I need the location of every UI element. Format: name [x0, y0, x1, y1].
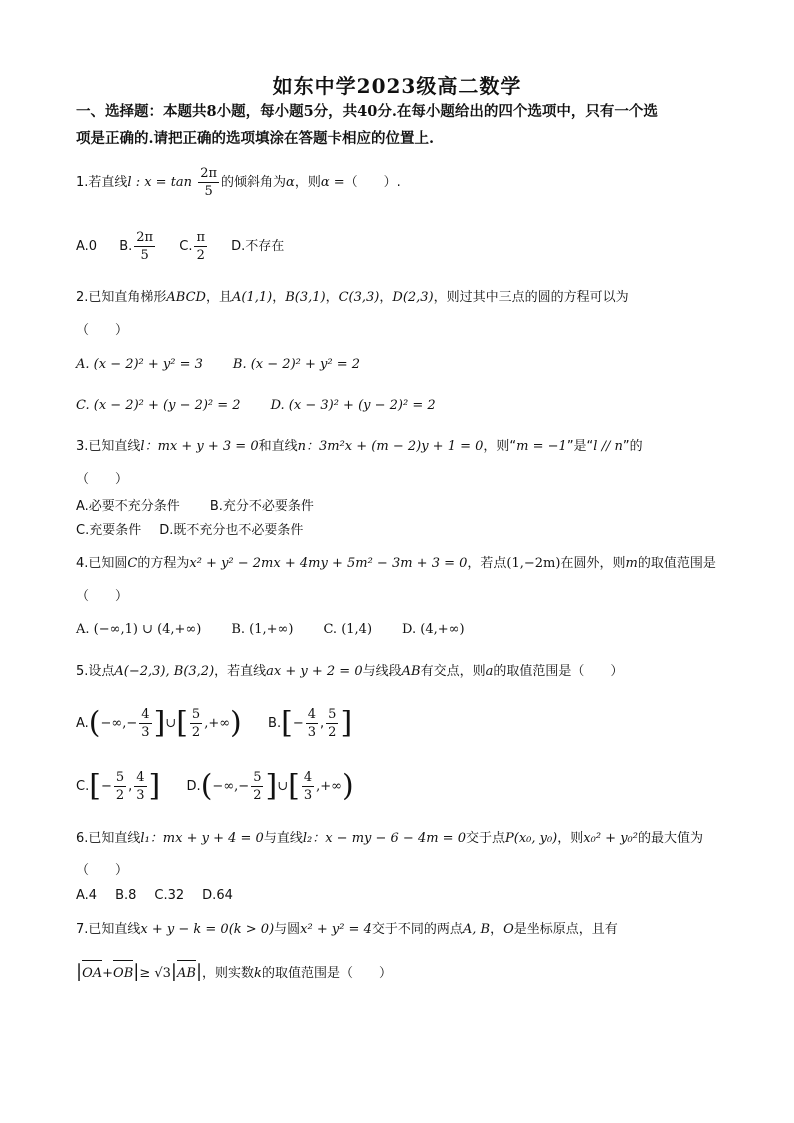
- option-d[interactable]: D.64: [202, 888, 233, 903]
- fraction-2pi-over-5: $\frac{2\pi}{5}$: [200, 166, 218, 199]
- question-3-options-ab: [76, 497, 314, 517]
- question-7: 7.已知直线x + y − k = 0(k > 0)与圆x² + y² = 4交于不同的两点A, B，O是坐标原点，且有: [76, 922, 618, 937]
- question-4-blank: （ ）: [76, 589, 129, 604]
- section-line-1: 一、选择题：本题共8小题，每小题5分，共40分.在每小题给出的四个选项中，只有一个选: [76, 103, 658, 120]
- option-a[interactable]: A.4: [76, 888, 98, 903]
- question-2: 2.已知直角梯形ABCD，且A(1,1)，B(3,1)，C(3,3)，D(2,3)，则过其中三点的圆的方程可以为: [76, 290, 629, 305]
- option-c[interactable]: C. (x − 2)² + (y − 2)² = 2: [76, 398, 241, 413]
- question-6-blank: （ ）: [76, 863, 129, 878]
- option-d[interactable]: D. (4,+∞): [402, 622, 465, 637]
- question-7-condition: |OA+OB|≥ √3|AB|，则实数k的取值范围是（ ）: [76, 960, 392, 986]
- option-c[interactable]: C. $\frac{\pi}{2}$: [179, 230, 206, 263]
- option-a[interactable]: A. (x − 2)² + y² = 3: [76, 357, 203, 372]
- option-d[interactable]: D. (x − 3)² + (y − 2)² = 2: [270, 398, 436, 413]
- section-line-2: 项是正确的.请把正确的选项填涂在答题卡相应的位置上.: [76, 130, 435, 147]
- option-a[interactable]: A.0: [76, 239, 98, 254]
- question-1: 1.若直线l : x = tan $\frac{2\pi}{5}$ 的倾斜角为α，则α =（ ）.: [76, 166, 401, 199]
- question-3: 3.已知直线l：mx + y + 3 = 0和直线n：3m²x + (m − 2)y + 1 = 0，则“m = −1”是“l // n”的: [76, 439, 643, 454]
- section-heading: [76, 98, 726, 152]
- question-3-options-cd: [76, 521, 303, 541]
- option-b[interactable]: B.8: [115, 888, 137, 903]
- option-b[interactable]: B. (x − 2)² + y² = 2: [232, 357, 360, 372]
- question-6-options: [76, 886, 233, 906]
- question-2-options-ab: [76, 355, 360, 375]
- question-3-blank: （ ）: [76, 472, 129, 487]
- option-c[interactable]: C. (1,4): [323, 622, 373, 637]
- question-2-options-cd: [76, 396, 436, 416]
- page-title: 如东中学2023级高二数学: [272, 74, 522, 98]
- option-a[interactable]: A.(−∞,− $\frac{4}{3}$ ]∪[ $\frac{5}{2}$ ,+∞): [76, 705, 242, 741]
- option-b[interactable]: B. (1,+∞): [231, 622, 294, 637]
- option-d[interactable]: D.(−∞,− $\frac{5}{2}$ ]∪[ $\frac{4}{3}$ ,+∞): [186, 768, 354, 804]
- option-c[interactable]: C.充要条件: [76, 523, 142, 538]
- option-b[interactable]: B. $\frac{2\pi}{5}$: [119, 230, 154, 263]
- question-2-blank: （ ）: [76, 323, 129, 338]
- option-c[interactable]: C.[− $\frac{5}{2}$ , $\frac{4}{3}$ ]: [76, 768, 161, 804]
- question-5-options-cd: [76, 765, 354, 809]
- option-d[interactable]: D.不存在: [231, 239, 285, 254]
- question-4-options: [76, 620, 465, 640]
- question-5: 5.设点A(−2,3), B(3,2)，若直线ax + y + 2 = 0与线段AB有交点，则a的取值范围是（ ）: [76, 664, 624, 679]
- option-a[interactable]: A. (−∞,1) ∪ (4,+∞): [76, 622, 202, 637]
- option-b[interactable]: B.[− $\frac{4}{3}$ , $\frac{5}{2}$ ]: [268, 705, 353, 741]
- question-1-options: [76, 227, 284, 267]
- option-c[interactable]: C.32: [154, 888, 185, 903]
- question-6: 6.已知直线l₁：mx + y + 4 = 0与直线l₂：x − my − 6 − 4m = 0交于点P(x₀, y₀)，则x₀² + y₀²的最大值为: [76, 831, 703, 846]
- question-4: 4.已知圆C的方程为x² + y² − 2mx + 4my + 5m² − 3m + 3 = 0，若点(1,−2m)在圆外，则m的取值范围是: [76, 556, 716, 571]
- option-b[interactable]: B.充分不必要条件: [209, 499, 314, 514]
- option-d[interactable]: D.既不充分也不必要条件: [159, 523, 304, 538]
- question-5-options-ab: [76, 702, 352, 746]
- option-a[interactable]: A.必要不充分条件: [76, 499, 180, 514]
